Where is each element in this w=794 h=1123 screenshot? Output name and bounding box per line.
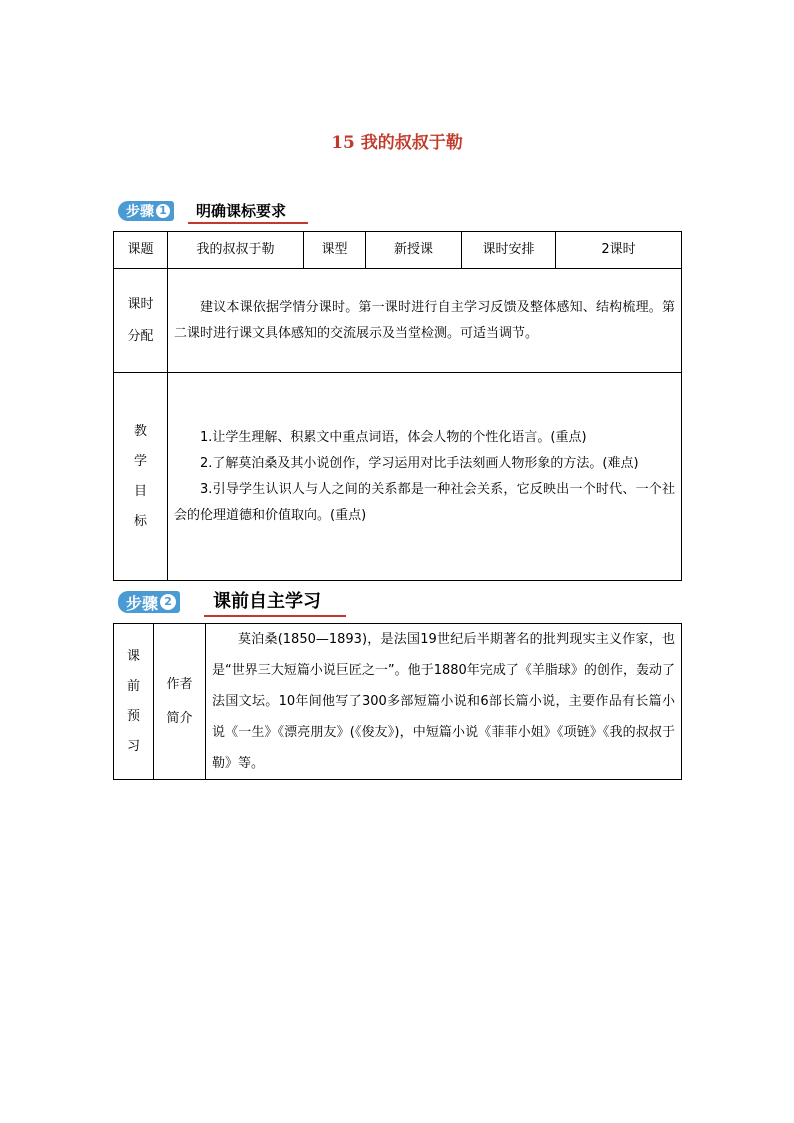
preview-label-char-1: 课: [126, 648, 140, 664]
schedule-header: 课时安排: [462, 232, 556, 269]
goal-item-1: 1.让学生理解、积累文中重点词语，体会人物的个性化语言。(重点): [200, 429, 587, 445]
goal-item-3: 3.引导学生认识人与人之间的关系都是一种社会关系，它反映出一个时代、一个社会的伦理道德和价值取向。(重点): [174, 481, 675, 523]
step1-label: 明确课标要求: [196, 202, 287, 220]
step2-tag: 步骤: [126, 593, 159, 613]
preview-label: [114, 624, 154, 780]
topic-value: 我的叔叔于勒: [168, 232, 304, 269]
goals-label-char-2: 学: [133, 453, 147, 469]
step1-number: 1: [156, 204, 170, 218]
step1-table: [113, 231, 682, 581]
type-value: 新授课: [366, 232, 462, 269]
author-intro-label: [154, 624, 206, 780]
allocation-label-line1: 课时: [127, 296, 154, 312]
step1-tag: 步骤: [126, 204, 154, 220]
step2-table: [113, 623, 682, 780]
goals-label-char-1: 教: [133, 423, 147, 439]
preview-label-char-2: 前: [126, 678, 140, 694]
type-header: 课型: [304, 232, 366, 269]
step1-underline: [188, 222, 308, 224]
preview-label-char-4: 习: [126, 738, 140, 754]
step2-badge: [118, 591, 180, 613]
goals-label: [114, 373, 168, 581]
schedule-value: 2课时: [556, 232, 682, 269]
author-intro-label-line1: 作者: [166, 676, 193, 692]
allocation-label-line2: 分配: [127, 328, 154, 344]
topic-header: 课题: [114, 232, 168, 269]
step2-number: 2: [160, 594, 176, 610]
page-title: 15 我的叔叔于勒: [331, 133, 463, 153]
step2-underline: [204, 615, 346, 617]
goals-label-char-3: 目: [133, 483, 147, 499]
author-intro-label-line2: 简介: [166, 710, 193, 726]
allocation-label: [114, 269, 168, 373]
goal-item-2: 2.了解莫泊桑及其小说创作，学习运用对比手法刻画人物形象的方法。(难点): [200, 455, 639, 471]
author-intro-text: 莫泊桑(1850—1893)，是法国19世纪后半期著名的批判现实主义作家，也是“世界三大短篇小说巨匠之一”。他于1880年完成了《羊脂球》的创作，轰动了法国文坛。10年间他写了300多部短篇小说和6部长篇小说，主要作品有长篇小说《一生》《漂亮朋友》(《俊友》)，中短篇小说《菲菲小姐》《项链》《我的叔叔于勒》等。: [206, 624, 682, 780]
allocation-text: 建议本课依据学情分课时。第一课时进行自主学习反馈及整体感知、结构梳理。第二课时进行课文具体感知的交流展示及当堂检测。可适当调节。: [168, 269, 682, 373]
goals-label-char-4: 标: [133, 513, 147, 529]
preview-label-char-3: 预: [126, 708, 140, 724]
step1-badge: [118, 201, 174, 221]
goals-content: [168, 373, 682, 581]
step2-label: 课前自主学习: [213, 591, 321, 612]
